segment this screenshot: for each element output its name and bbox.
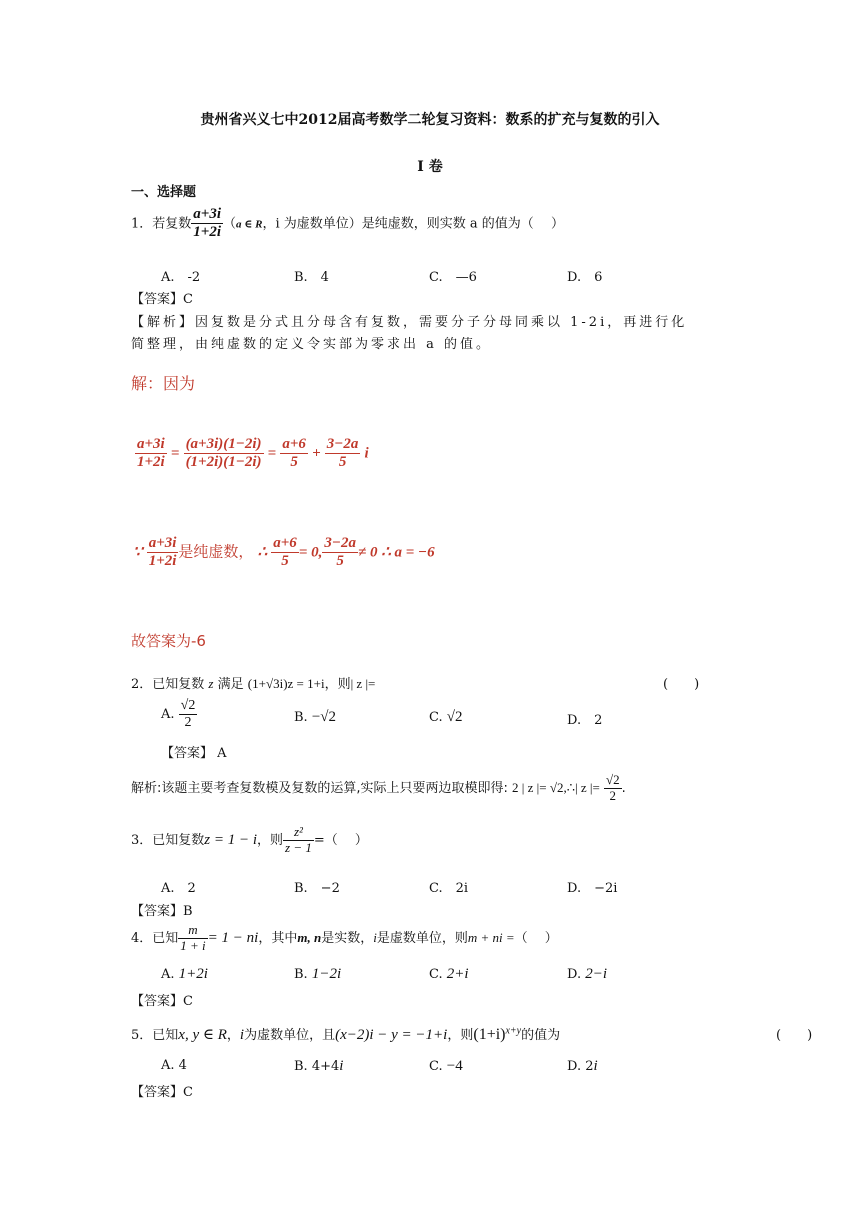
q3-option-c: C. 2i <box>429 881 469 896</box>
q3-mid: ，则 <box>257 832 284 848</box>
q3-answer: 【答案】B <box>131 904 193 919</box>
q4-mid3: 是虚数单位，则 <box>376 930 468 946</box>
eq-frac-1-den: 1+2i <box>137 454 165 471</box>
q5-option-d <box>567 1058 598 1075</box>
q2-option-b <box>294 709 336 726</box>
q4-number: 4．已知 <box>131 930 179 946</box>
q2-equation: (1+√3i)z = 1+i <box>247 676 325 691</box>
q2-option-a-frac <box>179 698 198 731</box>
q5-power-base: (1+i) <box>473 1026 506 1043</box>
q4-paren: （ ） <box>514 930 558 946</box>
q2-option-b-label: B. <box>294 710 308 725</box>
q4-option-d-math: 2−i <box>585 966 608 982</box>
q5-stem <box>131 1024 560 1044</box>
eq-frac-2-num: (a+3i)(1−2i) <box>184 436 264 454</box>
eq-frac-2 <box>184 436 264 472</box>
q4-frac-num: m <box>178 923 207 939</box>
eq-frac-4 <box>325 436 361 472</box>
q5-i: i <box>239 1027 245 1043</box>
q2-option-a-num: √2 <box>180 698 196 713</box>
q5-mid3: ，则 <box>447 1028 474 1043</box>
eq-frac-3 <box>280 436 308 472</box>
cond-frac-1-num: a+3i <box>147 535 179 553</box>
q5-option-b-label: B. 4+4 <box>294 1059 340 1074</box>
since-symbol: ∵ <box>133 544 143 561</box>
eq-frac-1-num: a+3i <box>135 436 167 454</box>
q4-answer: 【答案】C <box>131 994 193 1009</box>
q4-mid2: 是实数， <box>321 930 374 946</box>
q1-cond-math: a ∈ R <box>236 218 263 231</box>
eq-frac-3-den: 5 <box>290 454 298 471</box>
q1-cond-open: （ <box>223 216 237 232</box>
q1-stem <box>131 206 564 242</box>
volume-heading: Ⅰ 卷 <box>417 159 443 175</box>
q4-option-d-label: D. <box>567 967 582 982</box>
eq-frac-1 <box>135 436 167 472</box>
q4-mn: m, n <box>297 929 322 945</box>
cond-frac-2-num: a+6 <box>271 535 299 553</box>
q2-stem <box>131 673 375 692</box>
cond-frac-3 <box>322 535 358 571</box>
q1-frac-num: a+3i <box>191 206 223 224</box>
q2-analysis-math: 2 | z |= √2,∴| z |= <box>512 779 600 795</box>
q1-answer: 【答案】C <box>131 292 193 307</box>
q1-option-d: D. 6 <box>567 270 603 285</box>
q2-analysis-frac <box>604 773 622 804</box>
q1-option-c: C. —6 <box>429 270 477 285</box>
eq-imag-unit: i <box>364 445 369 462</box>
q3-tail: =（ ） <box>313 832 368 848</box>
q1-analysis-1: 【解析】因复数是分式且分母含有复数，需要分子分母同乘以 1-2i，再进行化 <box>131 315 688 330</box>
q3-number: 3．已知复数 <box>131 832 205 848</box>
q5-mid2: 为虚数单位，且 <box>244 1028 336 1043</box>
eq-sign-1: = <box>170 445 180 462</box>
q3-frac-den: z − 1 <box>285 839 312 855</box>
q1-frac-den: 1+2i <box>193 224 221 241</box>
q5-mid: ， <box>226 1028 240 1043</box>
cond-frac-2 <box>271 535 299 571</box>
eq-sign-3: + <box>312 445 321 462</box>
q1-option-b: B. 4 <box>294 270 329 285</box>
q5-option-d-label: D. 2 <box>567 1059 594 1074</box>
q2-option-b-math: −√2 <box>311 709 337 725</box>
q3-stem <box>131 825 368 856</box>
q4-option-b-label: B. <box>294 967 308 982</box>
q5-option-b-i: i <box>339 1058 344 1074</box>
eq-frac-2-den: (1+2i)(1−2i) <box>185 454 262 471</box>
q2-ask-math: | z |= <box>350 676 376 691</box>
q2-var-z: z <box>208 676 214 691</box>
q5-option-c-label: C. <box>429 1059 443 1074</box>
q4-option-a <box>161 966 208 983</box>
q4-option-b <box>294 966 341 983</box>
q4-option-d <box>567 966 607 983</box>
q4-ask: m + ni = <box>467 929 515 945</box>
q4-mid: ，其中 <box>258 930 298 946</box>
q3-fraction <box>283 825 314 856</box>
cond-tail-1: = 0, <box>298 544 323 561</box>
q4-option-a-label: A. <box>161 967 175 982</box>
pure-imag-text: 是纯虚数， <box>178 542 254 561</box>
q3-option-d: D. −2i <box>567 881 618 896</box>
q5-option-c <box>429 1058 463 1075</box>
cond-frac-1 <box>147 535 179 571</box>
eq-frac-3-num: a+6 <box>280 436 308 454</box>
cond-frac-3-den: 5 <box>336 553 344 570</box>
q3-option-a: A. 2 <box>161 881 196 896</box>
q4-option-c <box>429 966 469 983</box>
q2-option-c-label: C. <box>429 710 443 725</box>
document-title: 贵州省兴义七中2012届高考数学二轮复习资料：数系的扩充与复数的引入 <box>200 112 660 128</box>
q1-option-a: A. -2 <box>161 270 201 285</box>
q2-analysis <box>131 773 626 804</box>
q2-analysis-den: 2 <box>609 787 617 803</box>
q4-option-c-label: C. <box>429 967 443 982</box>
q2-analysis-text: 解析:该题主要考查复数模及复数的运算,实际上只要两边取模即得: <box>131 780 508 796</box>
q2-option-a <box>161 698 197 731</box>
q3-equation: z = 1 − i <box>204 831 258 848</box>
q1-solution-condition <box>133 535 435 571</box>
q4-fraction <box>178 923 207 954</box>
q1-fraction <box>191 206 223 242</box>
q5-option-b <box>294 1058 343 1075</box>
q4-option-b-math: 1−2i <box>311 966 342 982</box>
cond-frac-2-den: 5 <box>281 553 289 570</box>
q5-exponent: x+y <box>505 1025 522 1037</box>
q1-final-answer: 故答案为-6 <box>131 632 206 650</box>
cond-frac-3-num: 3−2a <box>322 535 358 553</box>
q2-paren: ( ) <box>663 677 700 692</box>
q2-analysis-tail: . <box>621 780 626 796</box>
q2-option-d: D. 2 <box>567 713 603 728</box>
q4-frac-den: 1 + i <box>180 937 206 953</box>
q5-xy: x, y ∈ R <box>178 1027 227 1043</box>
q2-mid: 满足 <box>217 677 244 692</box>
q5-number: 5．已知 <box>131 1028 179 1043</box>
q4-option-c-math: 2+i <box>446 966 469 982</box>
therefore-symbol: ∴ <box>257 544 268 561</box>
q5-answer: 【答案】C <box>131 1085 193 1100</box>
q1-solution-equation <box>135 436 369 472</box>
q5-equation: (x−2)i − y = −1+i <box>335 1027 448 1043</box>
q2-answer: 【答案】 A <box>161 746 227 761</box>
q2-ask: ，则 <box>324 677 351 692</box>
q4-stem <box>131 923 558 954</box>
cond-frac-1-den: 1+2i <box>148 553 177 570</box>
q5-option-d-i: i <box>593 1058 598 1074</box>
eq-frac-4-den: 5 <box>338 454 347 471</box>
q2-number: 2．已知复数 <box>131 677 205 692</box>
q2-analysis-num: √2 <box>605 772 620 787</box>
eq-frac-4-num: 3−2a <box>325 436 361 454</box>
q3-option-b: B. −2 <box>294 881 340 896</box>
q5-paren: ( ) <box>776 1028 813 1043</box>
q4-equation: = 1 − ni <box>207 929 259 946</box>
q3-frac-num: z² <box>283 825 314 841</box>
q5-option-c-math: −4 <box>446 1058 463 1074</box>
q5-option-a: A. 4 <box>161 1058 187 1073</box>
q4-i: i <box>373 929 377 945</box>
q1-stem-rest: ，i 为虚数单位）是纯虚数，则实数 a 的值为（ ） <box>262 216 564 232</box>
q1-analysis-2: 简整理，由纯虚数的定义令实部为零求出 a 的值。 <box>131 337 493 352</box>
q2-option-a-label: A. <box>161 707 175 723</box>
q1-solution-head: 解：因为 <box>131 374 196 393</box>
q2-option-c <box>429 709 463 726</box>
q5-tail: 的值为 <box>521 1028 561 1043</box>
section-heading: 一、选择题 <box>131 185 197 200</box>
cond-tail-2: ≠ 0 ∴ a = −6 <box>357 544 435 561</box>
q2-option-c-math: √2 <box>446 709 463 725</box>
q1-number: 1．若复数 <box>131 216 192 232</box>
eq-sign-2: = <box>267 445 277 462</box>
q4-option-a-math: 1+2i <box>178 966 208 982</box>
q2-option-a-den: 2 <box>179 714 198 731</box>
